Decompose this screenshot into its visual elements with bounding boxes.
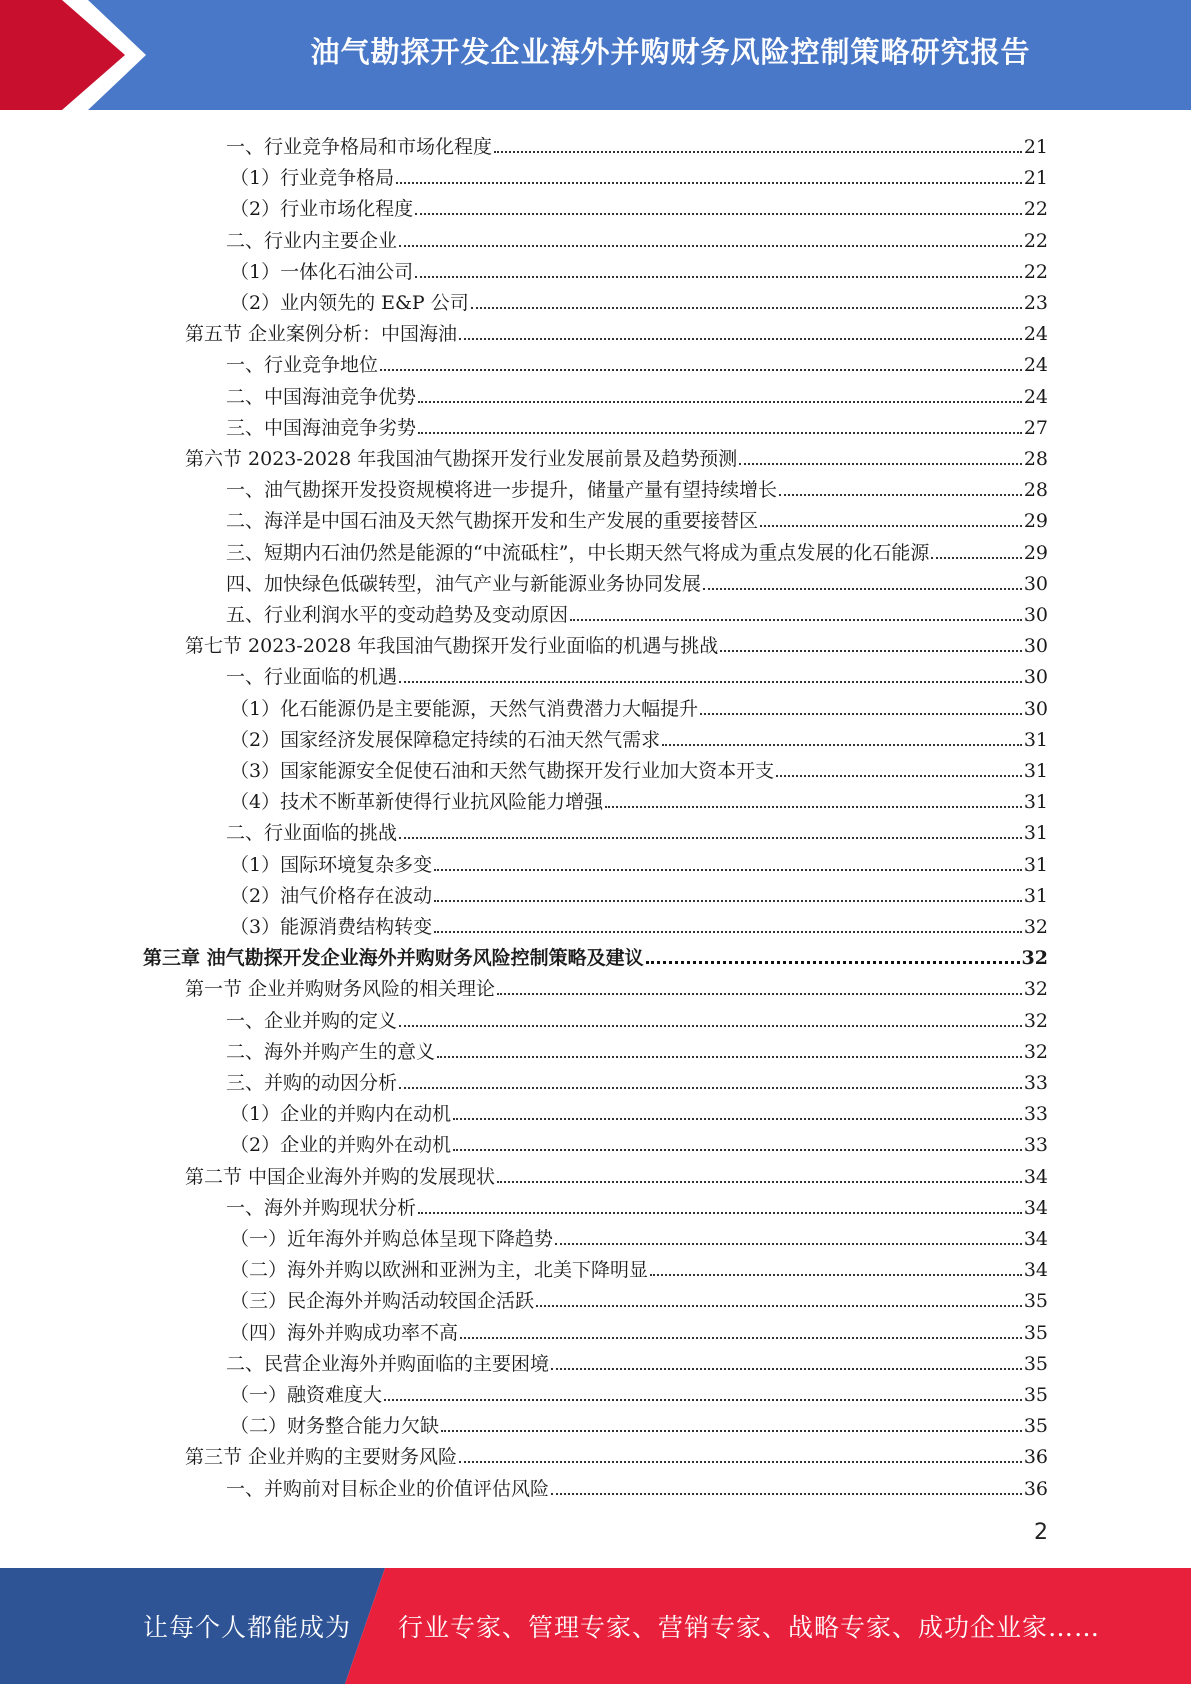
toc-entry[interactable] bbox=[230, 752, 1048, 783]
toc-entry-page: 30 bbox=[1023, 604, 1048, 626]
toc-entry-page: 22 bbox=[1023, 260, 1048, 283]
toc-entry[interactable] bbox=[230, 846, 1048, 877]
toc-entry[interactable] bbox=[230, 253, 1048, 284]
toc-entry[interactable] bbox=[226, 596, 1048, 627]
toc-entry[interactable] bbox=[230, 721, 1048, 752]
toc-entry-title: （四）海外并购成功率不高 bbox=[230, 1321, 459, 1344]
toc-entry-title: 五、行业利润水平的变动趋势及变动原因 bbox=[226, 604, 569, 626]
page-number: 2 bbox=[1034, 1520, 1048, 1545]
toc-entry[interactable] bbox=[185, 970, 1048, 1001]
toc-entry-page: 32 bbox=[1023, 1009, 1048, 1032]
toc-entry-title: （2）油气价格存在波动 bbox=[230, 884, 433, 907]
toc-entry[interactable] bbox=[230, 1126, 1048, 1157]
toc-dot-leader bbox=[776, 775, 1022, 777]
toc-entry-title: 二、海外并购产生的意义 bbox=[226, 1040, 436, 1063]
toc-dot-leader bbox=[415, 213, 1022, 215]
toc-entry[interactable] bbox=[230, 690, 1048, 721]
toc-entry-page: 34 bbox=[1023, 1259, 1048, 1282]
toc-entry-page: 31 bbox=[1023, 728, 1048, 751]
toc-dot-leader bbox=[494, 151, 1022, 153]
toc-dot-leader bbox=[497, 1181, 1022, 1183]
toc-entry-page: 30 bbox=[1023, 572, 1048, 595]
toc-entry-title: 一、行业竞争格局和市场化程度 bbox=[226, 136, 493, 158]
toc-entry[interactable] bbox=[226, 1470, 1048, 1501]
toc-entry-title: （二）财务整合能力欠缺 bbox=[230, 1415, 440, 1438]
toc-entry-page: 31 bbox=[1023, 760, 1048, 782]
toc-entry-title: 第三节 企业并购的主要财务风险 bbox=[185, 1446, 458, 1469]
toc-entry[interactable] bbox=[230, 190, 1048, 221]
toc-entry-title: 第三章 油气勘探开发企业海外并购财务风险控制策略及建议 bbox=[143, 947, 644, 970]
toc-entry[interactable] bbox=[185, 627, 1048, 658]
toc-dot-leader bbox=[453, 1149, 1022, 1151]
toc-entry-page: 24 bbox=[1023, 385, 1048, 408]
toc-dot-leader bbox=[570, 619, 1022, 621]
toc-entry-page: 21 bbox=[1023, 167, 1048, 190]
toc-entry-title: （1）企业的并购内在动机 bbox=[230, 1103, 452, 1126]
toc-entry[interactable] bbox=[230, 1407, 1048, 1438]
toc-entry[interactable] bbox=[230, 1376, 1048, 1407]
toc-entry[interactable] bbox=[226, 128, 1048, 159]
toc-entry-page: 23 bbox=[1023, 292, 1048, 314]
toc-entry[interactable] bbox=[226, 658, 1048, 689]
toc-dot-leader bbox=[779, 494, 1022, 496]
toc-entry[interactable] bbox=[230, 284, 1048, 315]
toc-entry[interactable] bbox=[143, 939, 1048, 970]
toc-entry-page: 36 bbox=[1023, 1477, 1048, 1500]
footer-banner bbox=[0, 1568, 1191, 1684]
toc-dot-leader bbox=[931, 557, 1021, 559]
toc-entry-page: 32 bbox=[1023, 916, 1048, 938]
toc-entry-page: 28 bbox=[1023, 479, 1048, 502]
toc-entry[interactable] bbox=[226, 222, 1048, 253]
toc-entry[interactable] bbox=[230, 1251, 1048, 1282]
toc-entry-page: 22 bbox=[1023, 229, 1048, 252]
toc-entry-page: 35 bbox=[1023, 1384, 1048, 1406]
toc-entry-title: （1）化石能源仍是主要能源，天然气消费潜力大幅提升 bbox=[230, 697, 699, 720]
toc-entry[interactable] bbox=[230, 1314, 1048, 1345]
toc-entry-page: 30 bbox=[1023, 666, 1048, 689]
toc-entry[interactable] bbox=[226, 1189, 1048, 1220]
toc-entry[interactable] bbox=[226, 1002, 1048, 1033]
toc-entry[interactable] bbox=[230, 1282, 1048, 1313]
toc-entry-page: 31 bbox=[1023, 853, 1048, 876]
toc-entry[interactable] bbox=[226, 534, 1048, 565]
document-title: 油气勘探开发企业海外并购财务风险控制策略研究报告 bbox=[310, 34, 1031, 69]
toc-dot-leader bbox=[605, 806, 1022, 808]
toc-entry-title: 一、油气勘探开发投资规模将进一步提升，储量产量有望持续增长 bbox=[226, 479, 778, 502]
toc-entry-page: 24 bbox=[1023, 323, 1048, 346]
toc-entry-title: 二、中国海油竞争优势 bbox=[226, 385, 417, 408]
toc-entry-title: （3）国家能源安全促使石油和天然气勘探开发行业加大资本开支 bbox=[230, 760, 775, 782]
toc-dot-leader bbox=[434, 931, 1022, 933]
footer-slogan-right: 行业专家、管理专家、营销专家、战略专家、成功企业家…… bbox=[398, 1613, 1101, 1642]
toc-dot-leader bbox=[418, 432, 1022, 434]
toc-entry[interactable] bbox=[230, 1095, 1048, 1126]
toc-entry-title: 二、民营企业海外并购面临的主要困境 bbox=[226, 1352, 550, 1375]
toc-dot-leader bbox=[399, 1087, 1022, 1089]
toc-entry-title: 二、海洋是中国石油及天然气勘探开发和生产发展的重要接替区 bbox=[226, 510, 759, 533]
toc-entry[interactable] bbox=[226, 814, 1048, 845]
toc-entry-title: （3）能源消费结构转变 bbox=[230, 916, 433, 938]
toc-dot-leader bbox=[555, 1243, 1022, 1245]
toc-entry-page: 36 bbox=[1023, 1446, 1048, 1469]
toc-entry-page: 35 bbox=[1023, 1415, 1048, 1438]
toc-entry-page: 35 bbox=[1023, 1321, 1048, 1344]
toc-dot-leader bbox=[459, 338, 1022, 340]
toc-entry-title: （一）近年海外并购总体呈现下降趋势 bbox=[230, 1228, 554, 1250]
toc-entry[interactable] bbox=[226, 565, 1048, 596]
toc-entry[interactable] bbox=[230, 908, 1048, 939]
toc-dot-leader bbox=[384, 1399, 1022, 1401]
toc-entry-title: （2）行业市场化程度 bbox=[230, 198, 414, 221]
red-arrow-logo-icon bbox=[0, 0, 160, 110]
toc-dot-leader bbox=[399, 245, 1022, 247]
toc-dot-leader bbox=[399, 1025, 1022, 1027]
toc-entry-page: 35 bbox=[1023, 1352, 1048, 1375]
toc-dot-leader bbox=[418, 1212, 1022, 1214]
toc-entry-title: 一、企业并购的定义 bbox=[226, 1009, 398, 1032]
toc-entry[interactable] bbox=[230, 783, 1048, 814]
toc-dot-leader bbox=[662, 744, 1022, 746]
toc-entry-title: （一）融资难度大 bbox=[230, 1384, 383, 1406]
toc-entry[interactable] bbox=[226, 502, 1048, 533]
footer-slogan-left: 让每个人都能成为 bbox=[143, 1613, 352, 1642]
toc-dot-leader bbox=[415, 276, 1022, 278]
toc-entry-page: 33 bbox=[1023, 1134, 1048, 1157]
toc-dot-leader bbox=[434, 900, 1022, 902]
toc-entry-page: 29 bbox=[1023, 510, 1048, 533]
toc-entry-page: 34 bbox=[1023, 1228, 1048, 1250]
toc-entry-page: 31 bbox=[1023, 822, 1048, 845]
toc-dot-leader bbox=[396, 182, 1022, 184]
toc-dot-leader bbox=[459, 1461, 1022, 1463]
toc-dot-leader bbox=[650, 1274, 1022, 1276]
toc-entry-page: 33 bbox=[1023, 1103, 1048, 1126]
toc-entry-title: 第一节 企业并购财务风险的相关理论 bbox=[185, 978, 496, 1001]
toc-dot-leader bbox=[399, 681, 1022, 683]
toc-dot-leader bbox=[700, 713, 1022, 715]
toc-entry[interactable] bbox=[185, 1438, 1048, 1469]
toc-entry-title: 一、海外并购现状分析 bbox=[226, 1196, 417, 1219]
toc-dot-leader bbox=[437, 1056, 1022, 1058]
toc-entry-page: 27 bbox=[1023, 416, 1048, 439]
toc-dot-leader bbox=[460, 1337, 1022, 1339]
toc-entry-title: 第五节 企业案例分析：中国海油 bbox=[185, 323, 458, 346]
toc-entry[interactable] bbox=[226, 409, 1048, 440]
toc-entry-title: （1）一体化石油公司 bbox=[230, 260, 414, 283]
toc-dot-leader bbox=[760, 525, 1022, 527]
toc-entry-page: 34 bbox=[1023, 1196, 1048, 1219]
toc-entry-title: 二、行业内主要企业 bbox=[226, 229, 398, 252]
toc-dot-leader bbox=[453, 1118, 1022, 1120]
toc-entry-title: （三）民企海外并购活动较国企活跃 bbox=[230, 1290, 535, 1313]
toc-entry-page: 32 bbox=[1023, 978, 1048, 1001]
toc-dot-leader bbox=[471, 307, 1022, 309]
toc-entry[interactable] bbox=[230, 1220, 1048, 1251]
toc-dot-leader bbox=[536, 1305, 1022, 1307]
toc-entry-page: 22 bbox=[1023, 198, 1048, 221]
toc-entry-page: 32 bbox=[1021, 947, 1048, 970]
toc-entry[interactable] bbox=[226, 346, 1048, 377]
toc-entry-title: 第六节 2023-2028 年我国油气勘探开发行业发展前景及趋势预测 bbox=[185, 448, 738, 470]
toc-entry[interactable] bbox=[230, 877, 1048, 908]
toc-entry-page: 35 bbox=[1023, 1290, 1048, 1313]
toc-dot-leader bbox=[551, 1368, 1022, 1370]
toc-entry[interactable] bbox=[226, 1345, 1048, 1376]
toc-entry-title: 四、加快绿色低碳转型，油气产业与新能源业务协同发展 bbox=[226, 572, 702, 595]
toc-entry-title: （2）国家经济发展保障稳定持续的石油天然气需求 bbox=[230, 728, 661, 751]
toc-dot-leader bbox=[441, 1430, 1022, 1432]
header-banner bbox=[0, 0, 1191, 110]
toc-dot-leader bbox=[703, 588, 1022, 590]
toc-entry-page: 32 bbox=[1023, 1040, 1048, 1063]
toc-entry-title: 三、并购的动因分析 bbox=[226, 1072, 398, 1094]
toc-dot-leader bbox=[380, 369, 1022, 371]
toc-dot-leader bbox=[399, 837, 1022, 839]
toc-entry-page: 30 bbox=[1023, 635, 1048, 658]
toc-entry-page: 31 bbox=[1023, 791, 1048, 814]
toc-entry-page: 24 bbox=[1023, 354, 1048, 377]
toc-entry-title: （二）海外并购以欧洲和亚洲为主，北美下降明显 bbox=[230, 1259, 649, 1282]
toc-dot-leader bbox=[418, 401, 1022, 403]
toc-dot-leader bbox=[551, 1493, 1022, 1495]
toc-entry[interactable] bbox=[226, 471, 1048, 502]
toc-entry-page: 30 bbox=[1023, 697, 1048, 720]
toc-entry-page: 31 bbox=[1023, 884, 1048, 907]
toc-dot-leader bbox=[434, 869, 1022, 871]
toc-entry-title: 三、中国海油竞争劣势 bbox=[226, 416, 417, 439]
toc-entry-page: 21 bbox=[1023, 136, 1048, 158]
toc-entry-title: 第二节 中国企业海外并购的发展现状 bbox=[185, 1165, 496, 1188]
toc-dot-leader bbox=[646, 961, 1020, 964]
toc-entry[interactable] bbox=[226, 1033, 1048, 1064]
toc-entry-title: 一、并购前对目标企业的价值评估风险 bbox=[226, 1477, 550, 1500]
toc-entry-page: 29 bbox=[1023, 541, 1048, 564]
toc-entry-title: 一、行业面临的机遇 bbox=[226, 666, 398, 689]
toc-dot-leader bbox=[739, 463, 1022, 465]
toc-entry[interactable] bbox=[226, 1064, 1048, 1095]
toc-entry[interactable] bbox=[230, 159, 1048, 190]
toc-entry[interactable] bbox=[226, 378, 1048, 409]
toc-entry-title: 第七节 2023-2028 年我国油气勘探开发行业面临的机遇与挑战 bbox=[185, 635, 719, 658]
toc-entry[interactable] bbox=[185, 1158, 1048, 1189]
toc-entry[interactable] bbox=[185, 315, 1048, 346]
toc-entry-page: 34 bbox=[1023, 1165, 1048, 1188]
toc-entry-page: 28 bbox=[1023, 448, 1048, 470]
toc-entry-title: 一、行业竞争地位 bbox=[226, 354, 379, 377]
toc-dot-leader bbox=[720, 650, 1022, 652]
toc-entry-title: （1）行业竞争格局 bbox=[230, 167, 395, 190]
toc-entry-title: （1）国际环境复杂多变 bbox=[230, 853, 433, 876]
toc-entry[interactable] bbox=[185, 440, 1048, 471]
toc-entry-page: 33 bbox=[1023, 1072, 1048, 1094]
toc-entry-title: 二、行业面临的挑战 bbox=[226, 822, 398, 845]
toc-entry-title: （2）企业的并购外在动机 bbox=[230, 1134, 452, 1157]
toc-entry-title: 三、短期内石油仍然是能源的“中流砥柱”，中长期天然气将成为重点发展的化石能源 bbox=[226, 541, 930, 564]
toc-dot-leader bbox=[497, 993, 1022, 995]
toc-entry-title: （2）业内领先的 E&P 公司 bbox=[230, 292, 469, 314]
toc-entry-title: （4）技术不断革新使得行业抗风险能力增强 bbox=[230, 791, 604, 814]
